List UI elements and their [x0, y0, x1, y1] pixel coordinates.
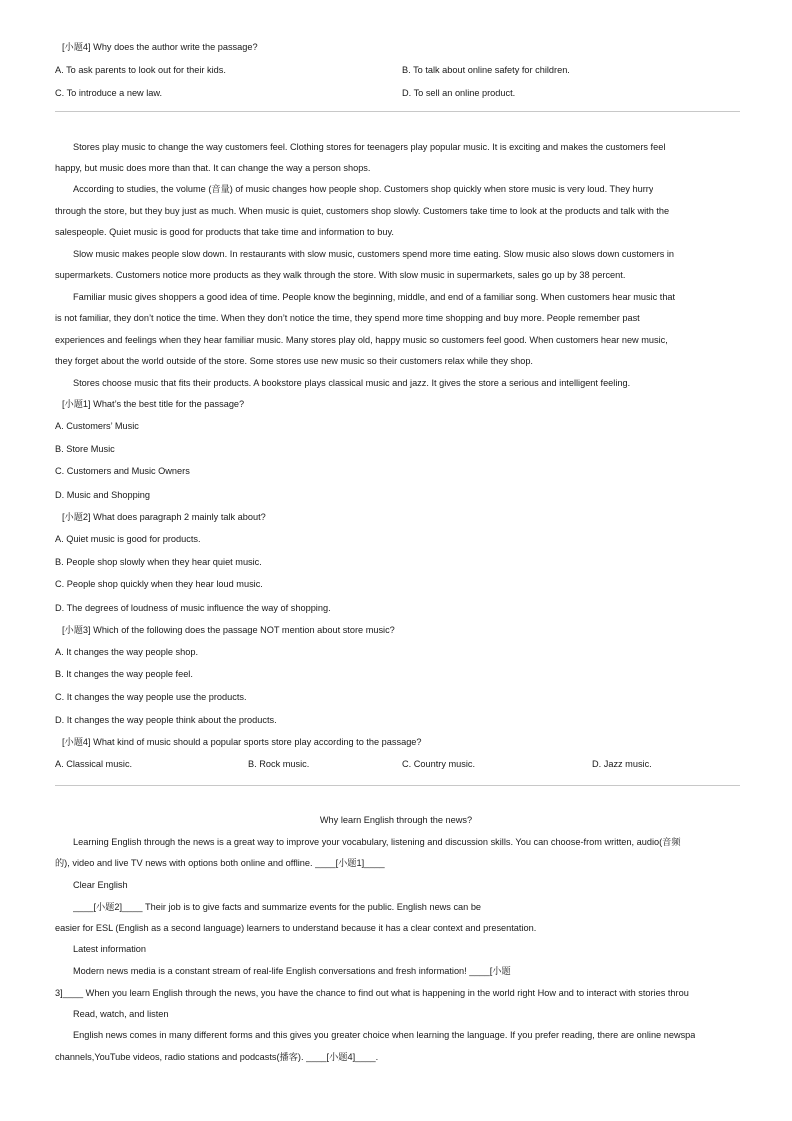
- option-a: A. It changes the way people shop.: [55, 647, 199, 657]
- option-d: D. To sell an online product.: [402, 88, 516, 98]
- passage-line: 的), video and live TV news with options both online and offline. ____[小题1]____: [55, 858, 385, 868]
- passage-line: Slow music makes people slow down. In restaurants with slow music, customers spend more time eating. Slow music also slows down customers in: [73, 249, 674, 259]
- subheading-read-watch-listen: Read, watch, and listen: [73, 1009, 169, 1019]
- passage-line: supermarkets. Customers notice more products as they walk through the store. With slow music in supermarkets, sales go up by 38 percent.: [55, 270, 626, 280]
- option-c: C. To introduce a new law.: [55, 88, 163, 98]
- option-a: A. Customers’ Music: [55, 421, 139, 431]
- passage-title: Why learn English through the news?: [319, 815, 473, 825]
- passage-line: happy, but music does more than that. It can change the way a person shops.: [55, 163, 371, 173]
- passage-line: 3]____ When you learn English through the news, you have the chance to find out what is happening in the world right How and to interact with stories throu: [55, 988, 689, 998]
- passage-line: According to studies, the volume (音量) of music changes how people shop. Customers shop quickly when store music is very loud. They hurry: [73, 184, 654, 194]
- section-divider: [55, 785, 740, 786]
- option-d: D. It changes the way people think about the products.: [55, 715, 277, 725]
- question-1-stem: [小题1] What’s the best title for the passage?: [62, 399, 245, 409]
- option-c: C. It changes the way people use the products.: [55, 692, 247, 702]
- option-b: B. It changes the way people feel.: [55, 669, 193, 679]
- passage-line: through the store, but they buy just as much. When music is quiet, customers shop slowly. Customers take time to look at the products and talk with the: [55, 206, 670, 216]
- option-b: B. Store Music: [55, 444, 115, 454]
- option-d: D. The degrees of loudness of music influence the way of shopping.: [55, 603, 331, 613]
- option-b: B. Rock music.: [248, 759, 310, 769]
- passage-line: salespeople. Quiet music is good for products that take time and information to buy.: [55, 227, 394, 237]
- option-c: C. Customers and Music Owners: [55, 466, 190, 476]
- passage-line: Stores choose music that fits their products. A bookstore plays classical music and jazz. It gives the store a serious and intelligent feeling.: [73, 378, 631, 388]
- passage-line: ____[小题2]____ Their job is to give facts and summarize events for the public. English news can be: [73, 902, 482, 912]
- option-d: D. Jazz music.: [592, 759, 652, 769]
- option-d: D. Music and Shopping: [55, 490, 150, 500]
- option-a: A. To ask parents to look out for their kids.: [55, 65, 226, 75]
- passage-line: experiences and feelings when they hear familiar music. Many stores play old, happy music so customers feel good. When customers hear new music,: [55, 335, 668, 345]
- option-c: C. People shop quickly when they hear loud music.: [55, 579, 263, 589]
- passage-line: channels,YouTube videos, radio stations and podcasts(播客). ____[小题4]____.: [55, 1052, 379, 1062]
- passage-line: Learning English through the news is a great way to improve your vocabulary, listening and discussion skills. You can choose-from written, audio(音频: [73, 837, 681, 847]
- passage-line: Modern news media is a constant stream of real-life English conversations and fresh information! ____[小题: [73, 966, 511, 976]
- option-c: C. Country music.: [402, 759, 476, 769]
- passage-line: Stores play music to change the way customers feel. Clothing stores for teenagers play popular music. It is exciting and makes the customers feel: [73, 142, 666, 152]
- passage-line: easier for ESL (English as a second language) learners to understand because it has a clear context and presentation.: [55, 923, 537, 933]
- passage-line: English news comes in many different forms and this gives you greater choice when learning the language. If you prefer reading, there are online newspa: [73, 1030, 696, 1040]
- question-2-stem: [小题2] What does paragraph 2 mainly talk about?: [62, 512, 266, 522]
- option-a: A. Quiet music is good for products.: [55, 534, 201, 544]
- question-4-stem: [小题4] What kind of music should a popular sports store play according to the passage?: [62, 737, 422, 747]
- passage-line: they forget about the world outside of the store. Some stores use new music so their customers relax while they shop.: [55, 356, 533, 366]
- question-4-stem: [小题4] Why does the author write the passage?: [62, 42, 258, 52]
- option-b: B. To talk about online safety for children.: [402, 65, 570, 75]
- section-divider: [55, 111, 740, 112]
- passage-line: Familiar music gives shoppers a good idea of time. People know the beginning, middle, and end of a familiar song. When customers hear music that: [73, 292, 676, 302]
- subheading-clear-english: Clear English: [73, 880, 128, 890]
- subheading-latest-information: Latest information: [73, 944, 147, 954]
- passage-line: is not familiar, they don’t notice the time. When they don’t notice the time, they spend more time shopping and buy more. People remember past: [55, 313, 640, 323]
- option-b: B. People shop slowly when they hear quiet music.: [55, 557, 262, 567]
- question-3-stem: [小题3] Which of the following does the passage NOT mention about store music?: [62, 625, 395, 635]
- option-a: A. Classical music.: [55, 759, 133, 769]
